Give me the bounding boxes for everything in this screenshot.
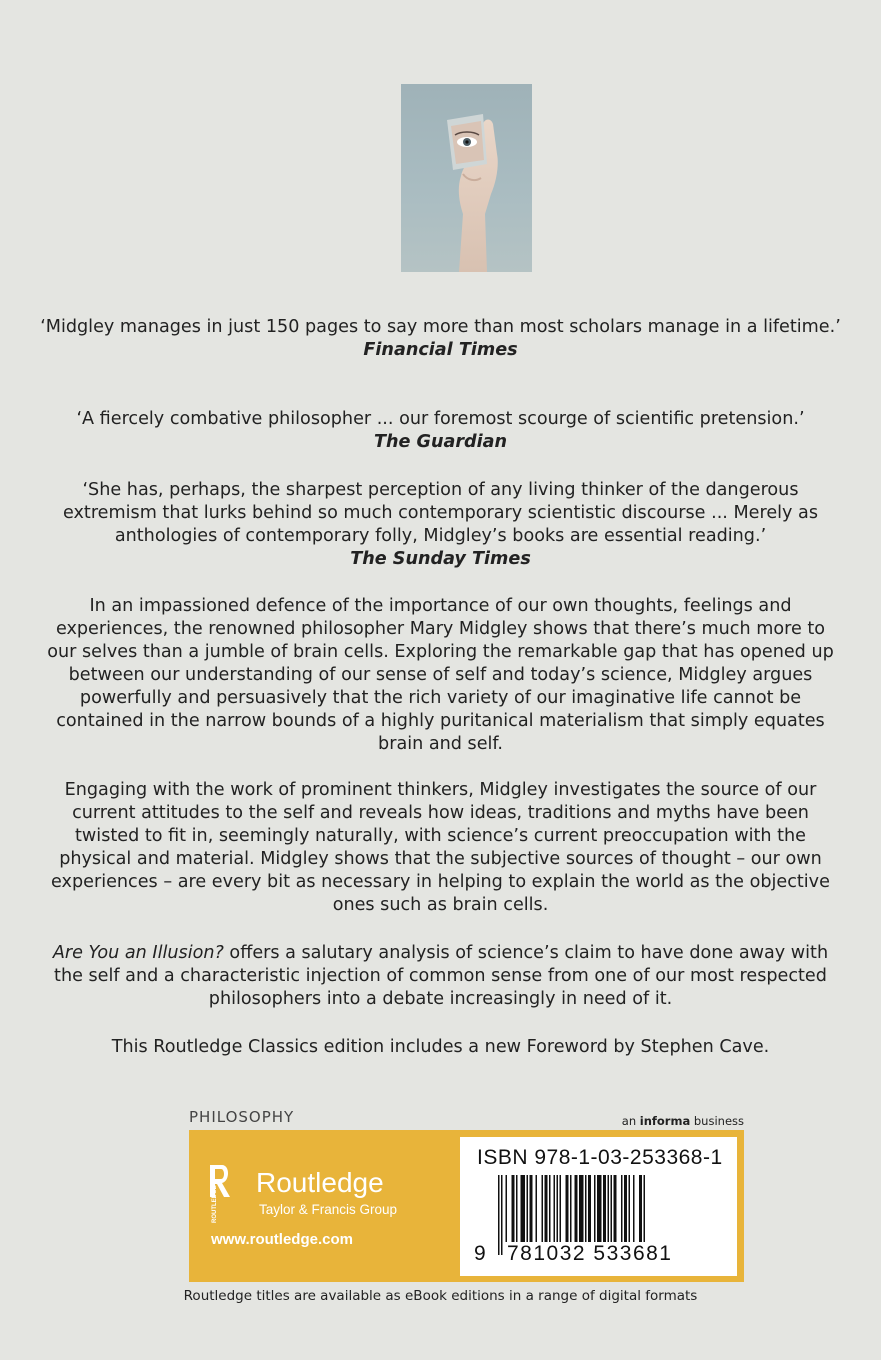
quote-source: Financial Times xyxy=(363,340,518,360)
description-paragraph xyxy=(40,595,841,756)
barcode-bar xyxy=(501,1175,503,1255)
description-rest: offers a salutary analysis of science’s claim to have done away with the self and a characteristic injection of common sense from one of our most respected philosophers into a debate increasingly in need of it. xyxy=(54,943,829,1009)
quote-financial-times xyxy=(40,316,841,362)
quote-source: The Guardian xyxy=(373,432,508,452)
description-paragraph xyxy=(40,779,841,917)
routledge-vertical-text: ROUTLEDGE xyxy=(212,1185,218,1223)
edition-note xyxy=(40,1036,841,1059)
description-text: Engaging with the work of prominent thinkers, Midgley investigates the source of our current attitudes to the self and reveals how ideas, traditions and myths have been twisted to fit in, seemingly naturally, with science’s current preoccupation with the physical and material. Midgley shows that the subjective sources of thought – our own experiences – are every bit as necessary in helping to explain the world as the objective ones such as brain cells. xyxy=(51,780,830,915)
quote-text: ‘Midgley manages in just 150 pages to say more than most scholars manage in a lifetime.’ xyxy=(40,317,841,337)
category-label: PHILOSOPHY xyxy=(189,1108,295,1126)
quote-guardian xyxy=(40,408,841,454)
informa-brand: informa xyxy=(639,1114,691,1128)
informa-suffix: business xyxy=(690,1114,744,1128)
informa-tagline xyxy=(622,1114,744,1128)
barcode-bar xyxy=(498,1175,500,1255)
publisher-group: Taylor & Francis Group xyxy=(259,1202,398,1217)
publisher-band xyxy=(189,1130,744,1282)
quote-sunday-times xyxy=(40,479,841,571)
quote-text: ‘A fiercely combative philosopher ... our foremost scourge of scientific pretension.’ xyxy=(76,409,805,429)
routledge-r-logo-icon xyxy=(208,1163,232,1225)
quote-text: ‘She has, perhaps, the sharpest perception of any living thinker of the dangerous extremism that lurks behind so much contemporary scientistic discourse ... Merely as anthologies of contemporary folly, Midgley’s books are essential reading.’ xyxy=(63,480,818,546)
quote-source: The Sunday Times xyxy=(350,549,531,569)
description-text: In an impassioned defence of the importance of our own thoughts, feelings and experiences, the renowned philosopher Mary Midgley shows that there’s much more to our selves than a jumble of brain cells. Exploring the remarkable gap that has opened up between our understanding of our sense of self and today’s science, Midgley argues powerfully and persuasively that the rich variety of our imaginative life cannot be contained in the narrow bounds of a highly puritanical materialism that simply equates brain and self. xyxy=(47,596,834,754)
isbn-barcode xyxy=(460,1137,737,1276)
book-title: Are You an Illusion? xyxy=(52,943,224,963)
barcode-digits: 781032 533681 xyxy=(504,1242,676,1266)
publisher-name: Routledge xyxy=(256,1167,384,1198)
hand-mirror-icon xyxy=(401,84,532,272)
barcode-lead-digit: 9 xyxy=(474,1242,486,1265)
cover-photo xyxy=(401,84,532,272)
informa-prefix: an xyxy=(621,1114,640,1128)
isbn-label: ISBN 978-1-03-253368-1 xyxy=(477,1146,723,1169)
description-paragraph xyxy=(40,942,841,1011)
description-text xyxy=(40,942,841,1011)
edition-note-text: This Routledge Classics edition includes a new Foreword by Stephen Cave. xyxy=(111,1037,770,1057)
ebook-note: Routledge titles are available as eBook editions in a range of digital formats xyxy=(183,1288,698,1304)
publisher-url[interactable]: www.routledge.com xyxy=(211,1231,353,1248)
